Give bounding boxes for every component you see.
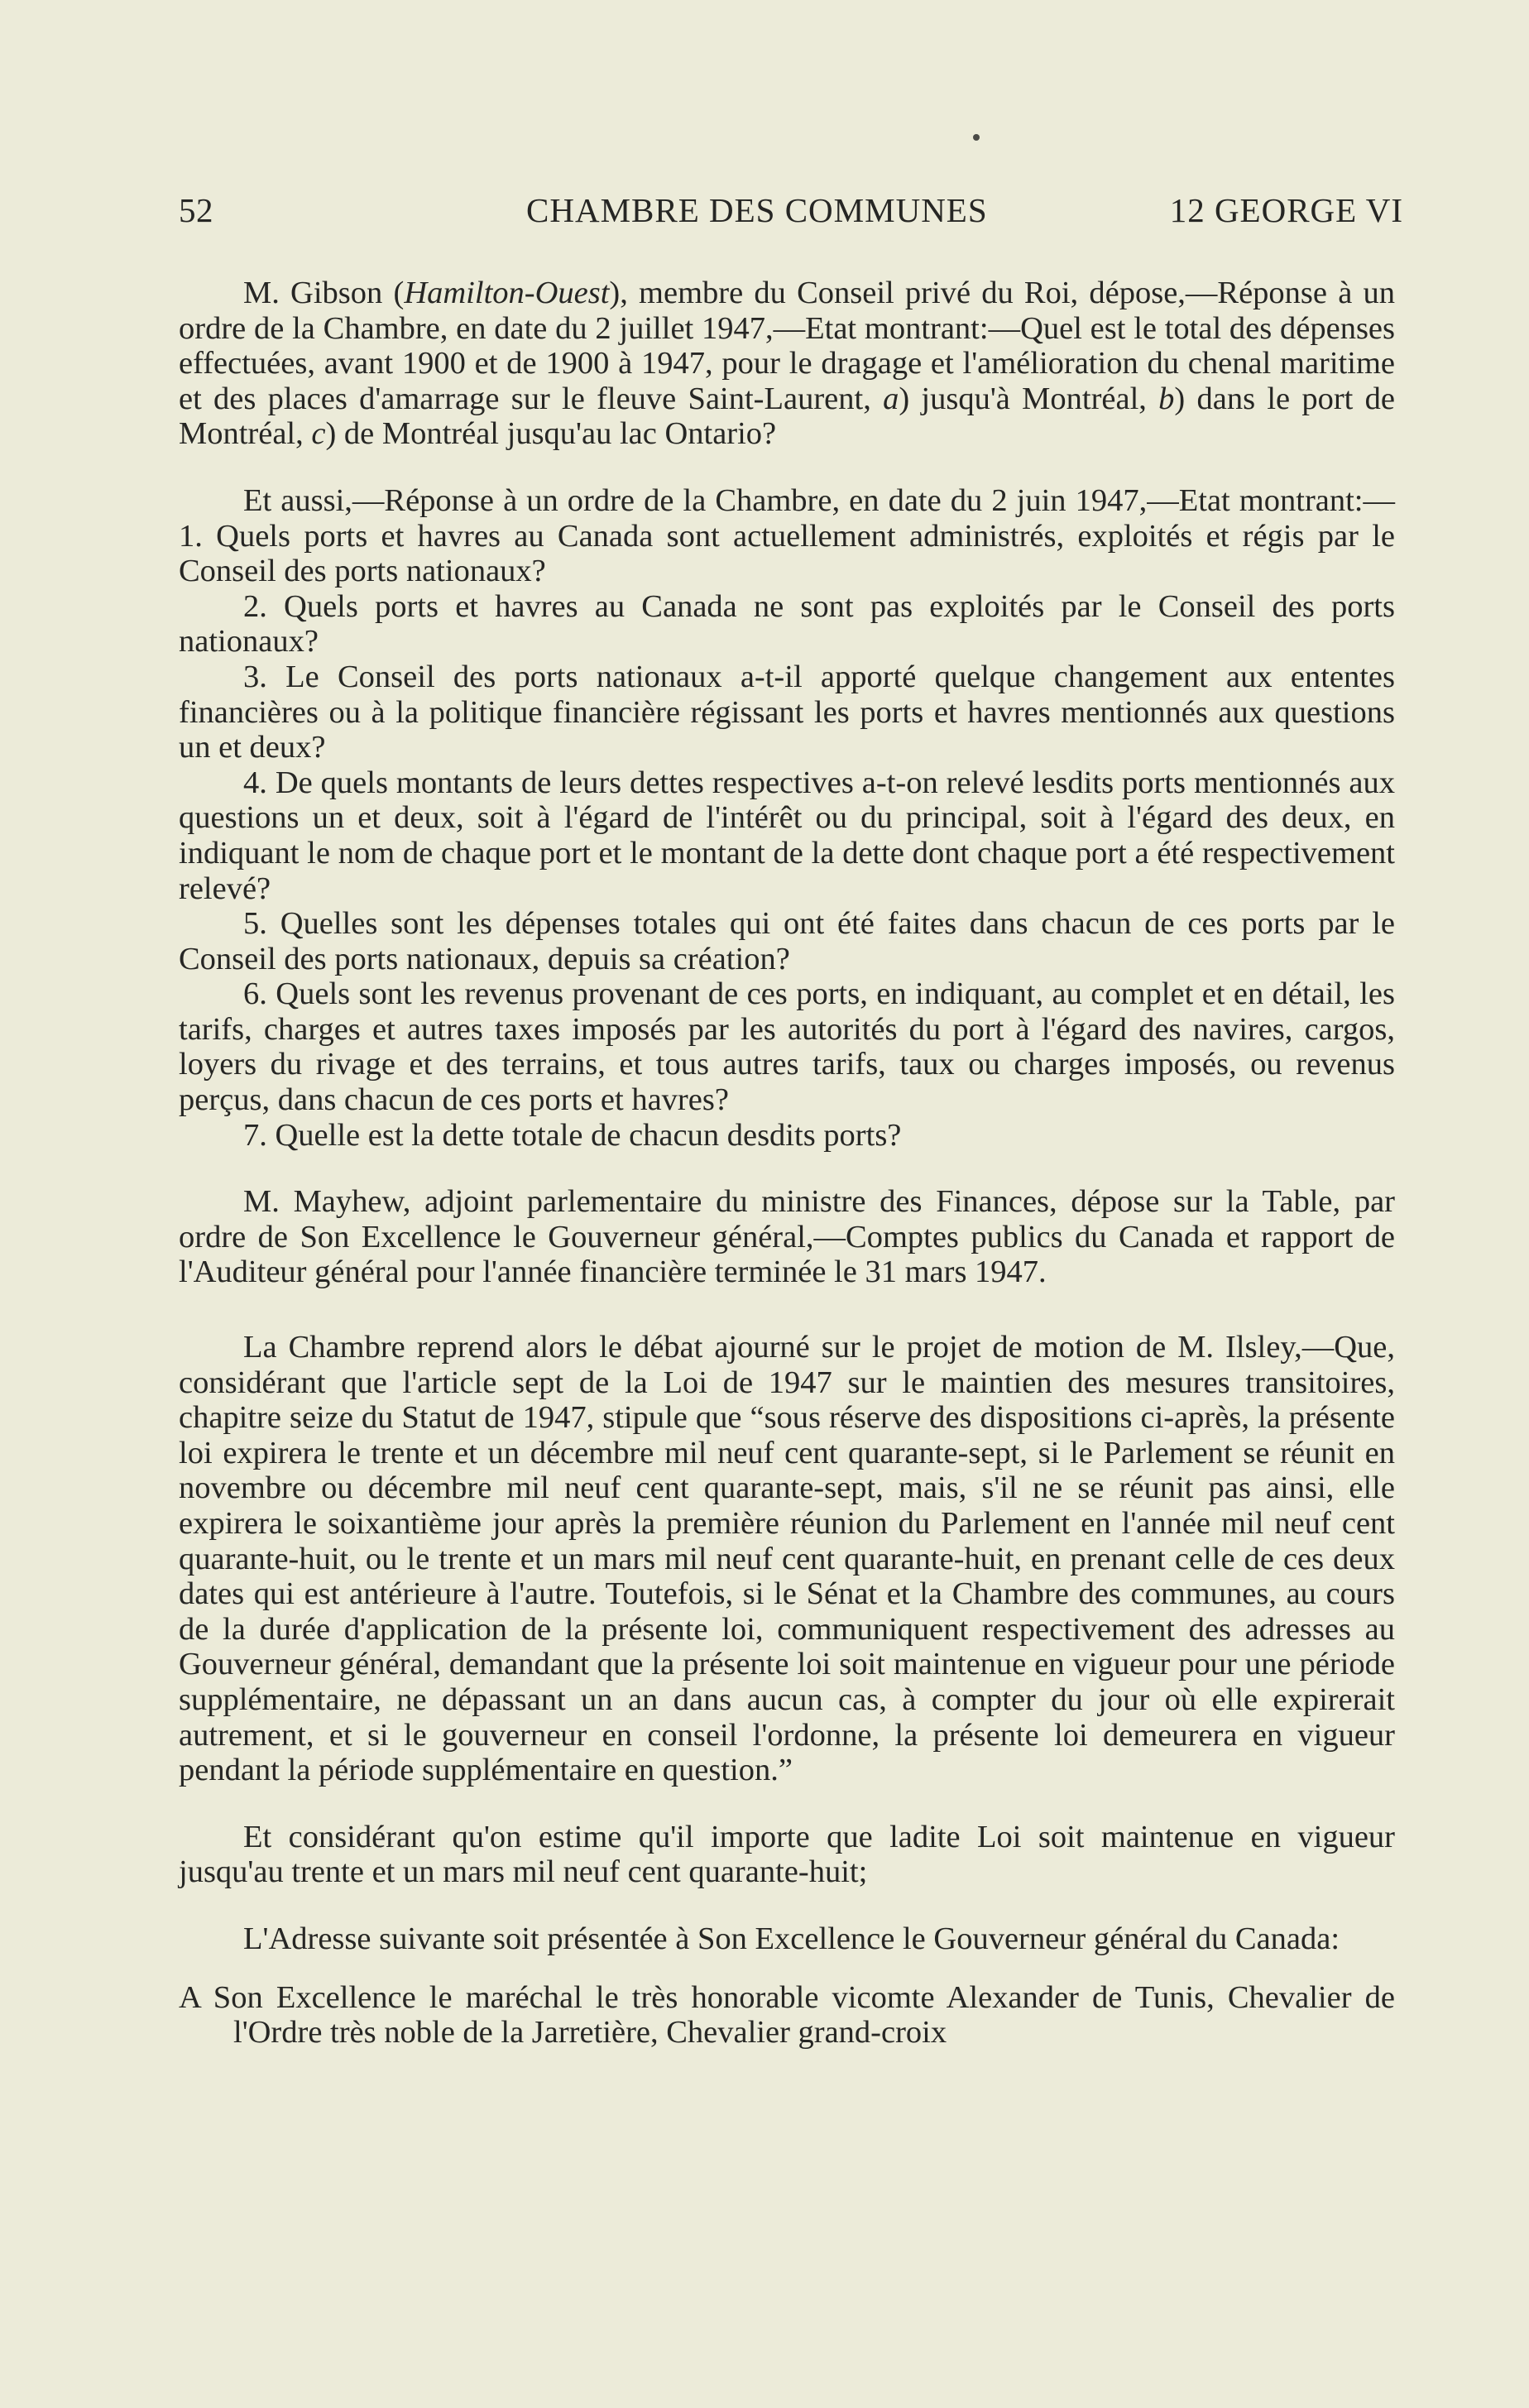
salutation-paragraph: A Son Excellence le maréchal le très honorable vicomte Alexander de Tunis, Chevalier de l'Ordre très noble de la Jarretière, Chevalier grand-croix <box>179 1979 1395 2051</box>
mayhew-paragraph: M. Mayhew, adjoint parlementaire du ministre des Finances, dépose sur la Table, par ordre de Son Excellence le Gouverneur général,—Comptes publics du Canada et rapport de l'Auditeur général pour l'année financière terminée le 31 mars 1947. <box>179 1184 1395 1290</box>
question-item: 5. Quelles sont les dépenses totales qui ont été faites dans chacun de ces ports par le Conseil des ports nationaux, depuis sa création? <box>179 906 1395 976</box>
page-body <box>179 276 1395 2051</box>
et-aussi-paragraph: Et aussi,—Réponse à un ordre de la Chambre, en date du 2 juin 1947,—Etat montrant:—1. Quels ports et havres au Canada sont actuellement administrés, exploités et régis par le Conseil des ports nationaux? <box>179 482 1395 589</box>
page-number: 52 <box>179 191 213 229</box>
question-item: 2. Quels ports et havres au Canada ne sont pas exploités par le Conseil des ports nationaux? <box>179 588 1395 660</box>
question-item: 6. Quels sont les revenus provenant de ces ports, en indiquant, au complet et en détail, les tarifs, charges et autres taxes imposés par les autorités du port à l'égard des navires, cargos, loyers du rivage et des terrains, et tous autres tarifs, taux ou charges imposés, ou revenus perçus, dans chacun de ces ports et havres? <box>179 976 1395 1118</box>
question-item: 7. Quelle est la dette totale de chacun desdits ports? <box>243 1117 902 1153</box>
question-item: 3. Le Conseil des ports nationaux a-t-il apporté quelque changement aux ententes financières ou à la politique financière régissant les ports et havres mentionnés aux questions un et deux? <box>179 659 1395 765</box>
regnal-year: 12 GEORGE VI <box>1169 191 1403 229</box>
riding-name: Hamilton-Ouest <box>404 276 610 310</box>
journal-title: CHAMBRE DES COMMUNES <box>526 191 988 229</box>
gibson-paragraph: M. Gibson (Hamilton-Ouest), membre du Conseil privé du Roi, dépose,—Réponse à un ordre de la Chambre, en date du 2 juillet 1947,—Etat montrant:—Quel est le total des dépenses effectuées, avant 1900 et de 1900 à 1947, pour le dragage et l'amélioration du chenal maritime et des places d'amarrage sur le fleuve Saint-Laurent, a) jusqu'à Montréal, b) dans le port de Montréal, c) de Montréal jusqu'au lac Ontario? <box>179 276 1395 452</box>
question-item: 4. De quels montants de leurs dettes respectives a-t-on relevé lesdits ports mentionnés aux questions un et deux, soit à l'égard de l'intérêt ou du principal, soit à l'égard des deux, en indiquant le nom de chaque port et le montant de la dette dont chaque port a été respectivement relevé? <box>179 765 1395 906</box>
ink-speck <box>973 134 980 141</box>
considerant-paragraph: Et considérant qu'on estime qu'il importe que ladite Loi soit maintenue en vigueur jusqu'au trente et un mars mil neuf cent quarante-huit; <box>179 1819 1395 1890</box>
debate-paragraph: La Chambre reprend alors le débat ajourné sur le projet de motion de M. Ilsley,—Que, considérant que l'article sept de la Loi de 1947 sur le maintien des mesures transitoires, chapitre seize du Statut de 1947, stipule que “sous réserve des dispositions ci-après, la présente loi expirera le trente et un décembre mil neuf cent quarante-sept, si le Parlement se réunit en novembre ou décembre mil neuf cent quarante-sept, mais, s'il ne se réunit pas ainsi, elle expirera le soixantième jour après la première réunion du Parlement en l'année mil neuf cent quarante-huit, ou le trente et un mars mil neuf cent quarante-huit, en prenant celle de ces deux dates qui est antérieure à l'autre. Toutefois, si le Sénat et la Chambre des communes, au cours de la durée d'application de la présente loi, communiquent respectivement des adresses au Gouverneur général, demandant que la présente loi soit maintenue en vigueur pour une période supplémentaire, ne dépassant un an dans aucun cas, à compter du jour où elle expirerait autrement, et si le gouverneur en conseil l'ordonne, la présente loi demeurera en vigueur pendant la période supplémentaire en question.” <box>179 1330 1395 1788</box>
running-header <box>179 190 1403 240</box>
adresse-paragraph: L'Adresse suivante soit présentée à Son Excellence le Gouverneur général du Canada: <box>243 1921 1340 1956</box>
